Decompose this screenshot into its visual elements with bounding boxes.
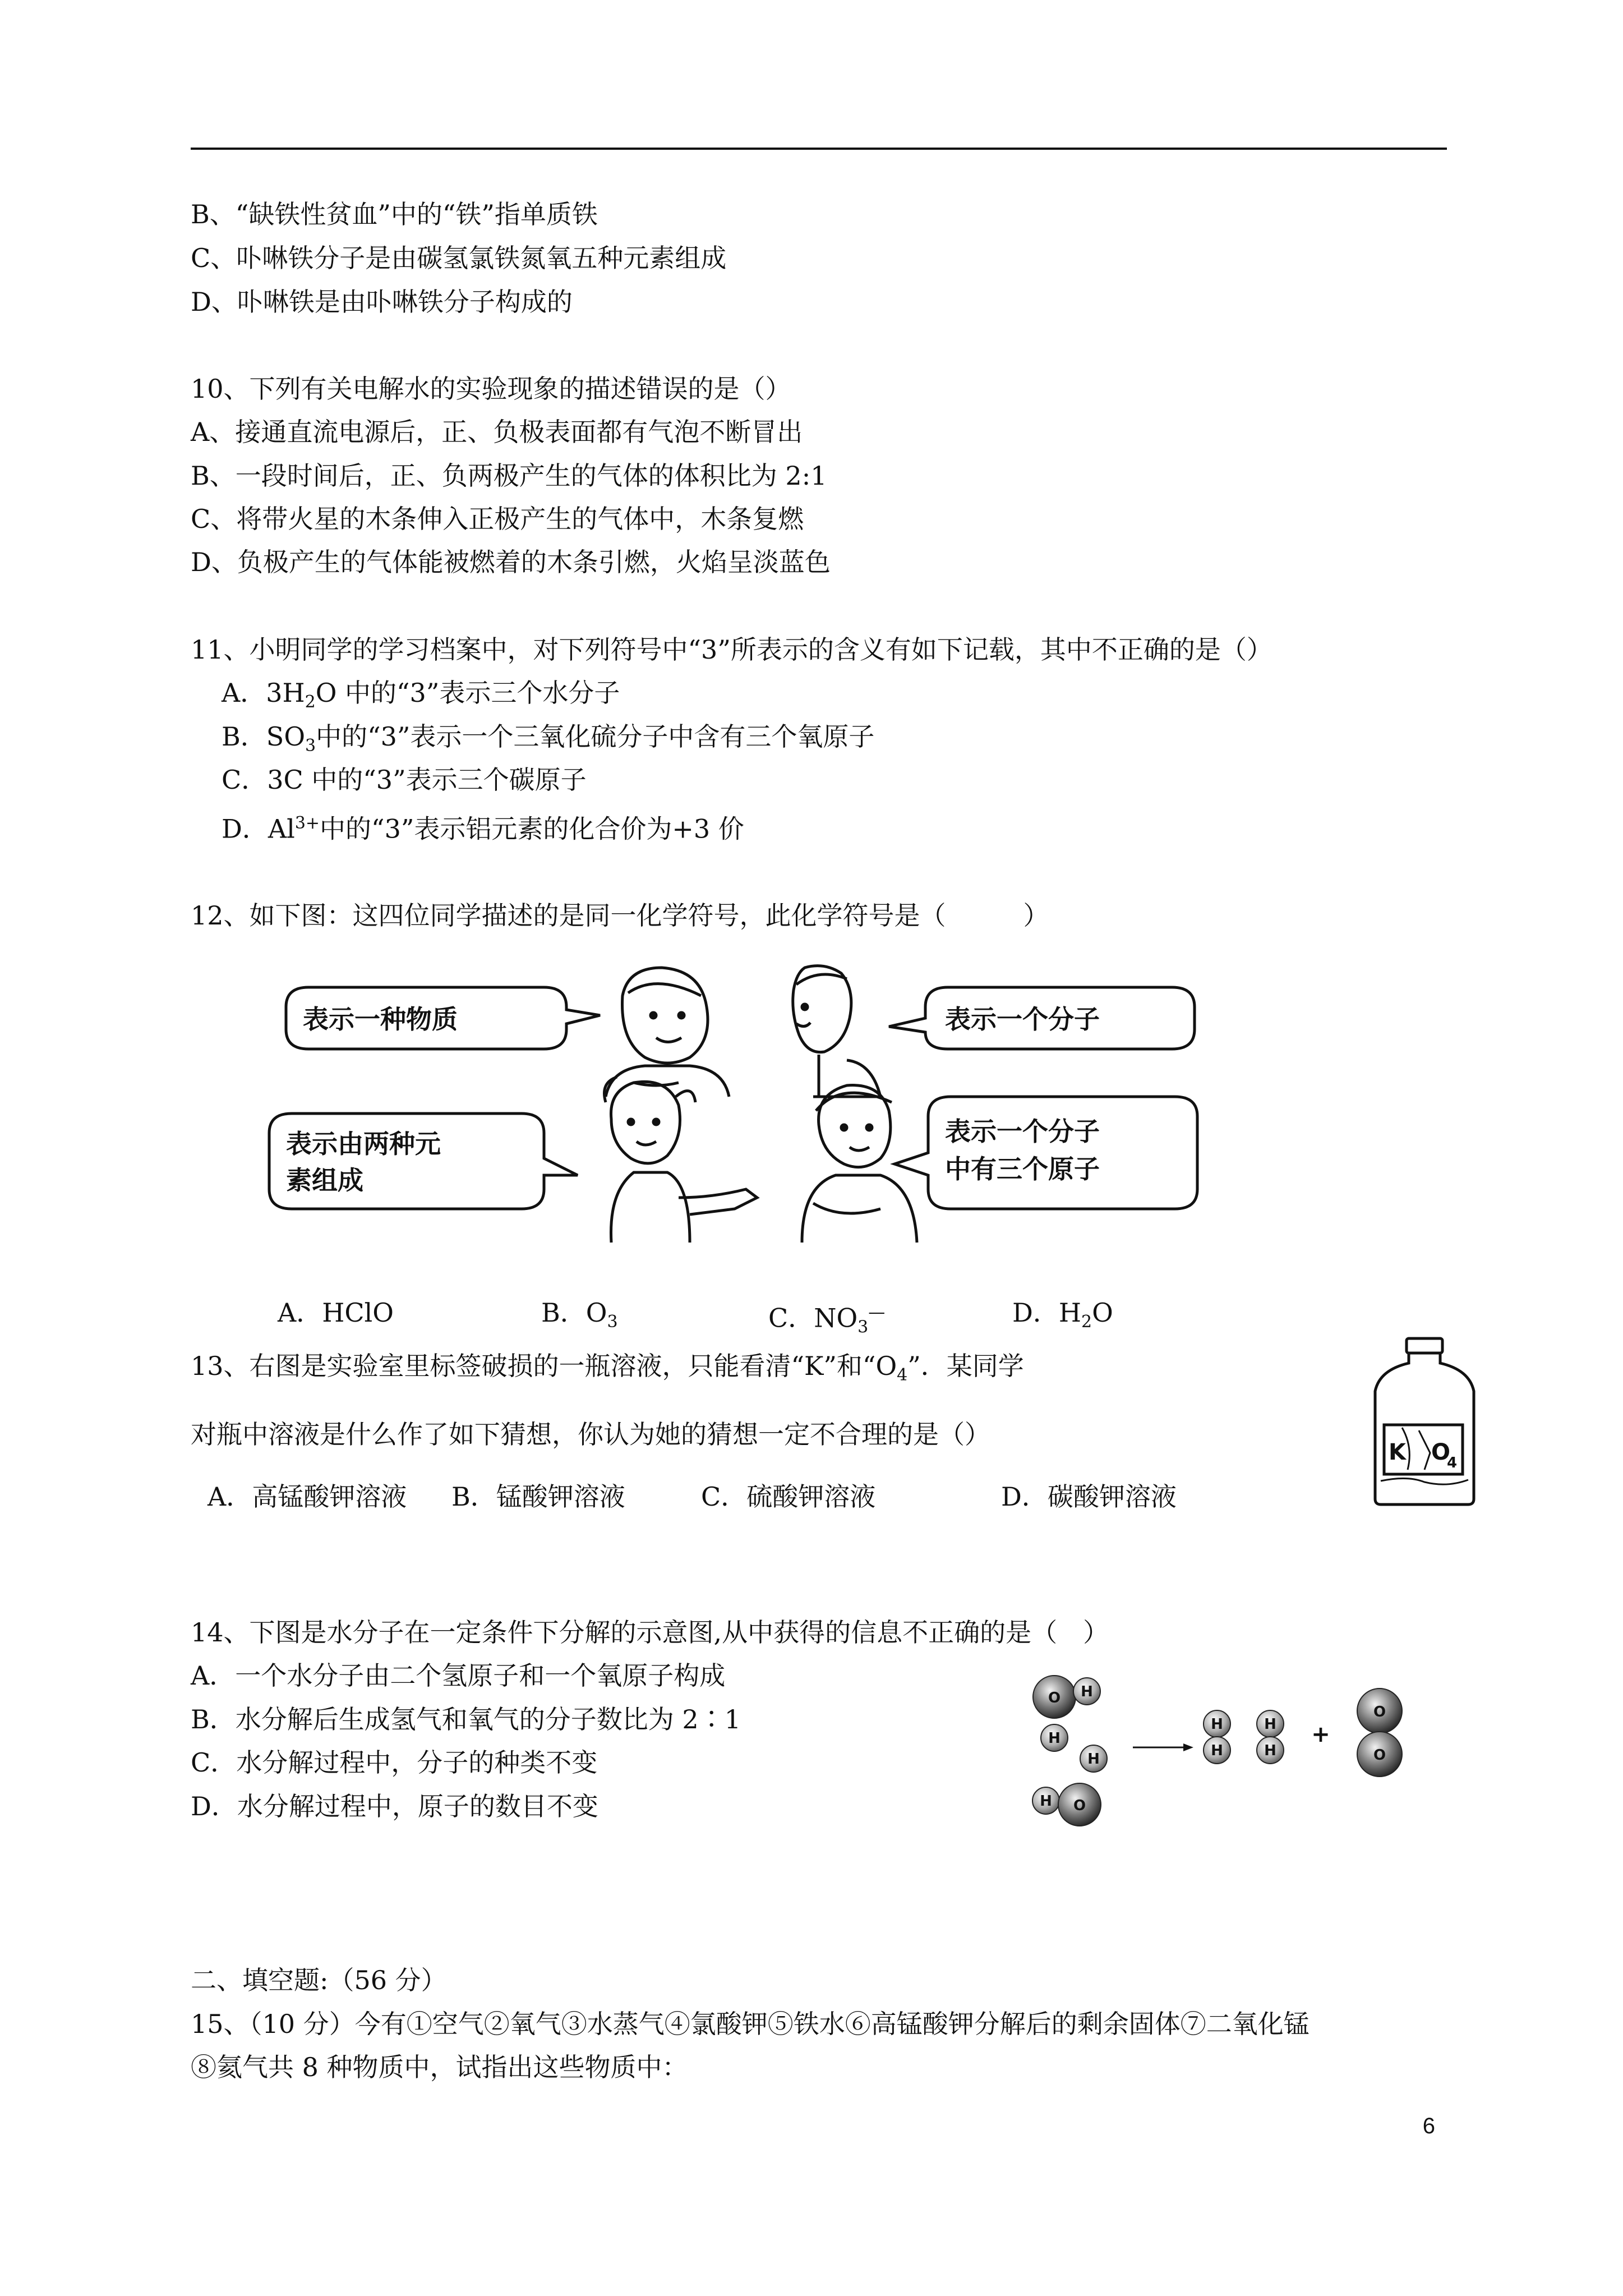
bubble-4-text-line1: 表示一个分子 [945, 1116, 1100, 1147]
q13-stem-line2: 对瓶中溶液是什么作了如下猜想，你认为她的猜想一定不合理的是（） [191, 1419, 990, 1450]
svg-text:H: H [1040, 1793, 1052, 1810]
reagent-bottle-figure [1368, 1335, 1481, 1509]
svg-text:H: H [1211, 1742, 1223, 1759]
svg-text:O: O [1073, 1797, 1086, 1814]
label-o: O [1431, 1439, 1451, 1465]
bubble-3-text-line1: 表示由两种元 [286, 1129, 441, 1159]
q13-option-a: A．高锰酸钾溶液 [208, 1481, 407, 1512]
student-girl-2 [605, 1077, 758, 1243]
q14-stem: 14、下图是水分子在一定条件下分解的示意图,从中获得的信息不正确的是（ ） [191, 1617, 1109, 1648]
q15-line2: ⑧氦气共 8 种物质中，试指出这些物质中： [191, 2052, 688, 2082]
q11-option-d: D．$Al^{3+}$中的“3”表示铝元素的化合价为+3 价 [222, 813, 744, 844]
svg-text:O: O [1048, 1690, 1061, 1706]
plus-sign: + [1311, 1722, 1330, 1747]
q9-option-b: B、“缺铁性贫血”中的“铁”指单质铁 [191, 199, 598, 229]
page-number: 6 [1422, 2114, 1435, 2138]
svg-text:H: H [1087, 1751, 1100, 1768]
q12-option-a: A．HClO [278, 1297, 394, 1328]
label-sub-4: 4 [1447, 1455, 1458, 1471]
q10-option-b: B、一段时间后，正、负两极产生的气体的体积比为 2:1 [191, 461, 827, 491]
water-decomposition-diagram [1015, 1663, 1419, 1848]
svg-text:O: O [1373, 1747, 1386, 1764]
q12-cartoon-figure [264, 962, 1211, 1254]
student-boy-2 [802, 1085, 917, 1243]
q12-option-d: D．$H_2O$ [1012, 1297, 1113, 1332]
student-girl-1 [606, 968, 729, 1097]
svg-text:O: O [1373, 1704, 1386, 1720]
label-k: K [1389, 1439, 1406, 1465]
q13-option-d: D．碳酸钾溶液 [1001, 1481, 1177, 1512]
section-2-heading: 二、填空题:（56 分） [191, 1965, 447, 1995]
bubble-1-text: 表示一种物质 [303, 1004, 458, 1034]
q9-option-d: D、卟啉铁是由卟啉铁分子构成的 [191, 287, 573, 317]
q14-option-a: A．一个水分子由二个氢原子和一个氧原子构成 [191, 1660, 726, 1691]
q10-option-c: C、将带火星的木条伸入正极产生的气体中，木条复燃 [191, 504, 804, 534]
svg-text:H: H [1048, 1730, 1061, 1747]
svg-text:H: H [1264, 1716, 1276, 1733]
q12-stem: 12、如下图：这四位同学描述的是同一化学符号，此化学符号是（ ） [191, 900, 1049, 931]
svg-text:H: H [1211, 1716, 1223, 1733]
q9-option-c: C、卟啉铁分子是由碳氢氯铁氮氧五种元素组成 [191, 243, 727, 273]
bubble-4-text-line2: 中有三个原子 [945, 1154, 1100, 1184]
q14-option-b: B．水分解后生成氢气和氧气的分子数比为 2∶1 [191, 1704, 741, 1734]
student-boy-1 [793, 966, 880, 1097]
q13-option-c: C．硫酸钾溶液 [701, 1481, 876, 1512]
reaction-arrow [1133, 1743, 1193, 1751]
q11-option-c: C．3C 中的“3”表示三个碳原子 [222, 765, 587, 795]
q12-option-c: C．$NO_3^—$ [768, 1303, 886, 1337]
bubble-3-text-line2: 素组成 [286, 1165, 363, 1195]
q10-option-d: D、负极产生的气体能被燃着的木条引燃，火焰呈淡蓝色 [191, 547, 831, 577]
q11-stem: 11、小明同学的学习档案中，对下列符号中“3”所表示的含义有如下记载，其中不正确的是（） [191, 634, 1272, 665]
q11-option-b: B．$SO_3$中的“3”表示一个三氧化硫分子中含有三个氧原子 [222, 721, 875, 756]
svg-text:H: H [1081, 1683, 1093, 1700]
svg-text:H: H [1264, 1742, 1276, 1759]
q14-option-c: C．水分解过程中，分子的种类不变 [191, 1747, 598, 1778]
q13-option-b: B．锰酸钾溶液 [451, 1481, 625, 1512]
q14-option-d: D．水分解过程中，原子的数目不变 [191, 1791, 598, 1821]
q13-stem-line1: 13、右图是实验室里标签破损的一瓶溶液，只能看清“K”和“$O_4$”．某同学 [191, 1351, 1024, 1386]
q10-stem: 10、下列有关电解水的实验现象的描述错误的是（） [191, 374, 791, 404]
q15-line1: 15、（10 分）今有①空气②氧气③水蒸气④氯酸钾⑤铁水⑥高锰酸钾分解后的剩余固体⑦二氧化锰 [191, 2009, 1310, 2039]
q10-option-a: A、接通直流电源后，正、负极表面都有气泡不断冒出 [191, 417, 803, 447]
header-rule [191, 148, 1447, 150]
q11-option-a: A．$3H_2O$ 中的“3”表示三个水分子 [222, 678, 620, 712]
speech-bubble-4 [895, 1097, 1197, 1209]
bubble-2-text: 表示一个分子 [945, 1004, 1100, 1034]
q12-option-b: B．$O_3$ [541, 1297, 618, 1332]
